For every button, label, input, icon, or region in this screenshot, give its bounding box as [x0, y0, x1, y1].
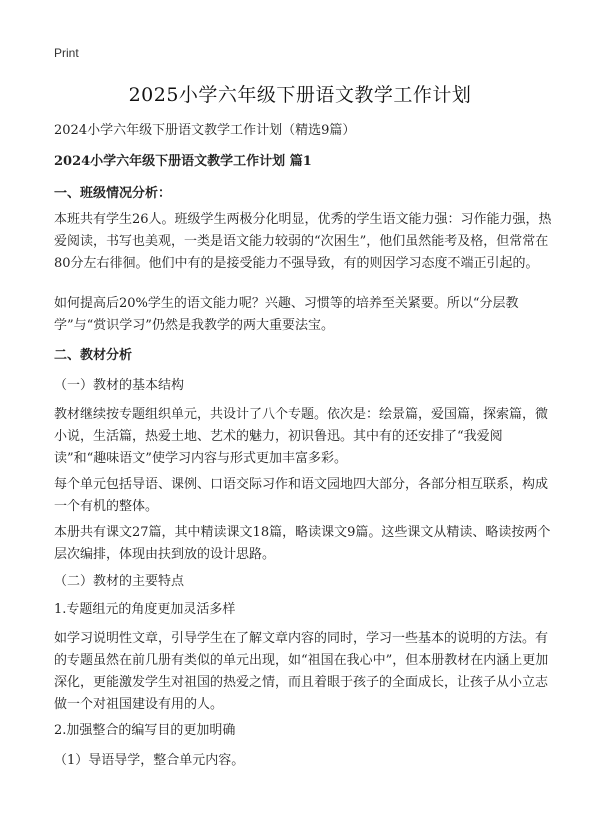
paragraph-class-2: 如何提高后20%学生的语文能力呢？兴趣、习惯等的培养至关紧要。所以“分层教学”与“赏识学习”仍然是我教学的两大重要法宝。	[54, 296, 519, 333]
subheading-structure: （一）教材的基本结构	[54, 378, 185, 393]
subheading-features: （二）教材的主要特点	[54, 574, 185, 589]
document-subtitle: 2024小学六年级下册语文教学工作计划（精选9篇）	[54, 123, 356, 138]
list-item-features-3: （1）导语导学，整合单元内容。	[54, 753, 245, 768]
paragraph-features-1: 如学习说明性文章，引导学生在了解文章内容的同时，学习一些基本的说明的方法。有的专题虽然在前几册有类似的单元出现，如“祖国在我心中”，但本册教材在内涵上更加深化，更能激发学生对祖国的热爱之情，而且着眼于孩子的全面成长，让孩子从小立志做一个对祖国建设有用的人。	[54, 631, 549, 712]
section-heading: 2024小学六年级下册语文教学工作计划 篇1	[54, 154, 312, 169]
paragraph-structure-2: 每个单元包括导语、课例、口语交际习作和语文园地四大部分，各部分相互联系，构成一个有机的整体。	[54, 477, 549, 514]
paragraph-class-1: 本班共有学生26人。班级学生两极分化明显，优秀的学生语文能力强：习作能力强，热爱阅读，书写也美观，一类是语文能力较弱的“次困生”，他们虽然能考及格，但常常在80分左右徘徊。他们中有的是接受能力不强导致，有的则因学习态度不端正引起的。	[54, 212, 552, 271]
list-item-features-1: 1.专题组元的角度更加灵活多样	[54, 602, 236, 617]
paragraph-structure-3: 本册共有课文27篇，其中精读课文18篇，略读课文9篇。这些课文从精读、略读按两个层次编排，体现由扶到放的设计思路。	[54, 525, 551, 562]
paragraph-structure-1: 教材继续按专题组织单元，共设计了八个专题。依次是：绘景篇，爱国篇，探索篇，微小说，生活篇，热爱土地、艺术的魅力，初识鲁迅。其中有的还安排了“我爱阅读”和“趣味语文”使学习内容与形式更加丰富多彩。	[54, 407, 549, 466]
print-label: Print	[54, 46, 79, 60]
page-title: 2025小学六年级下册语文教学工作计划	[128, 84, 472, 106]
heading-class-analysis: 一、班级情况分析：	[54, 186, 172, 201]
heading-material-analysis: 二、教材分析	[54, 348, 133, 363]
list-item-features-2: 2.加强整合的编写目的更加明确	[54, 723, 236, 738]
